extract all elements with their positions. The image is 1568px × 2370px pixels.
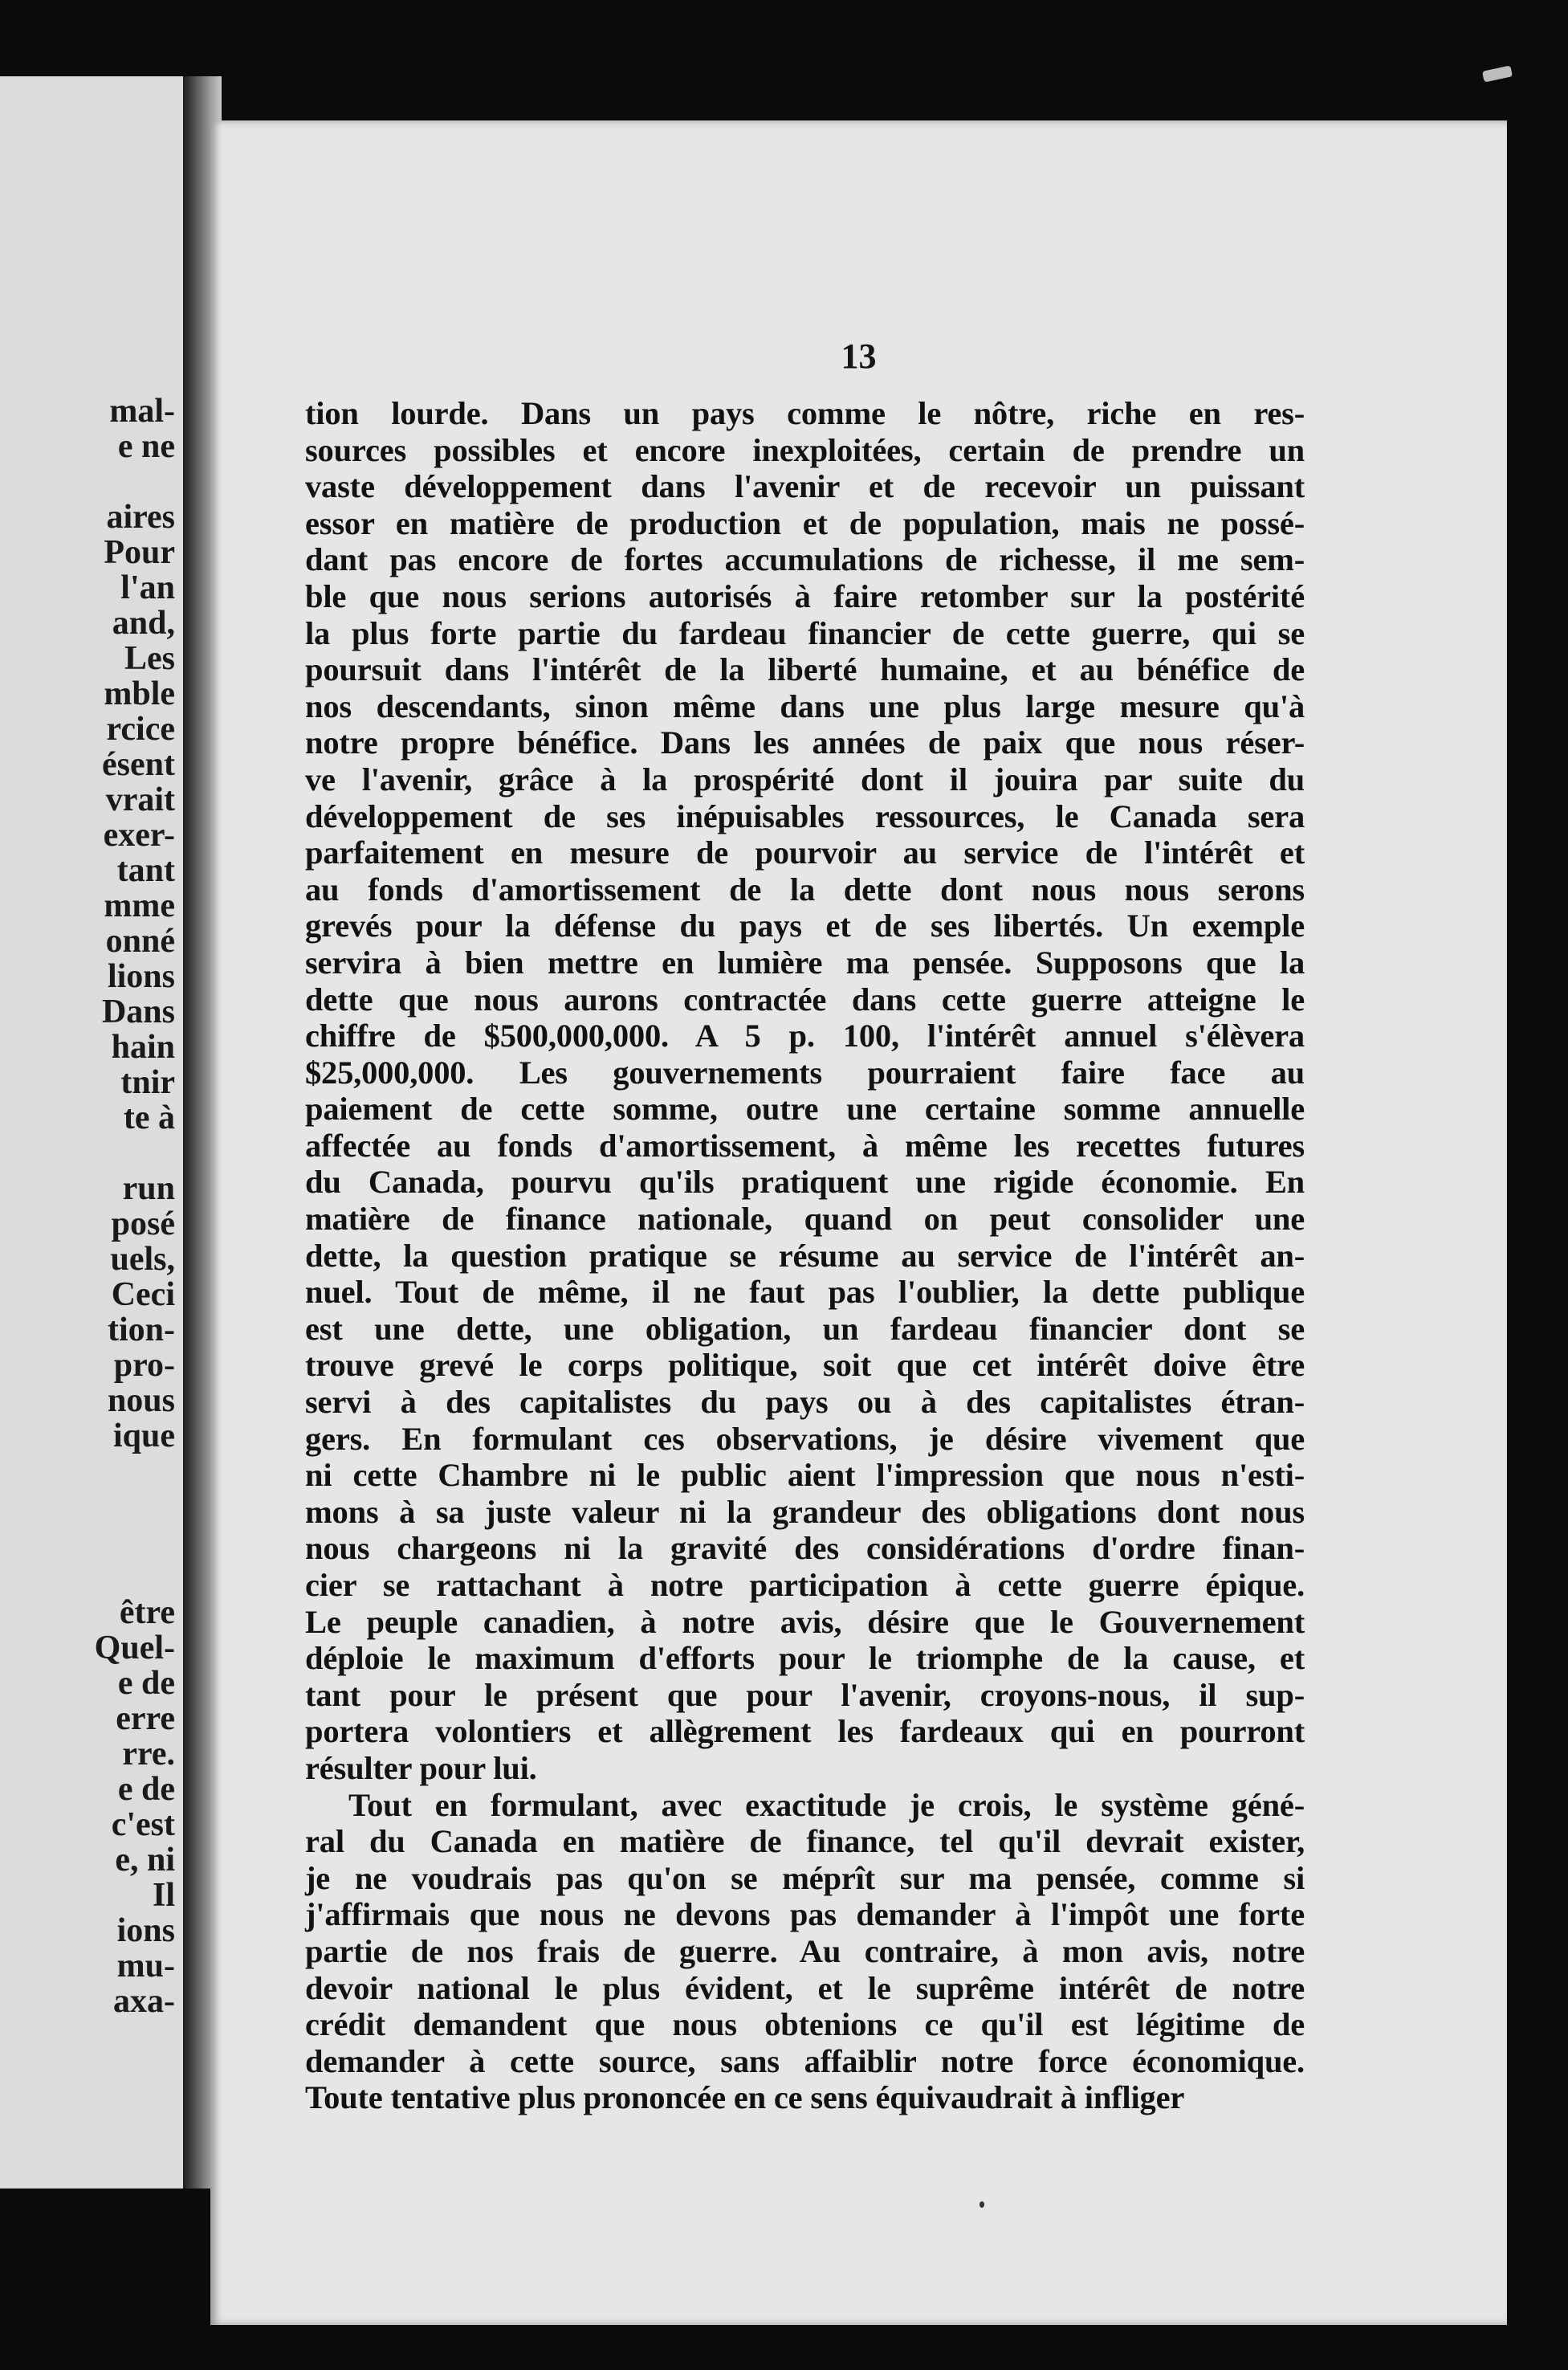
- left-page-fragment-line: lions: [107, 958, 175, 995]
- left-page-fragment-line: aires: [106, 499, 175, 536]
- text-line: ral du Canada en matière de finance, tel qu'il devrait exister,: [305, 1823, 1305, 1860]
- text-line: déploie le maximum d'efforts pour le triomphe de la cause, et: [305, 1640, 1305, 1677]
- text-line: Tout en formulant, avec exactitude je crois, le système géné-: [348, 1786, 1305, 1823]
- paragraph-2: [305, 1787, 1305, 2116]
- text-line: résulter pour lui.: [305, 1749, 537, 1786]
- text-line: Toute tentative plus prononcée en ce sens équivaudrait à infliger: [305, 2079, 1185, 2116]
- scan-artifact: [1482, 65, 1513, 82]
- text-line: nous chargeons ni la gravité des considérations d'ordre finan-: [305, 1530, 1305, 1567]
- text-line: cier se rattachant à notre participation à cette guerre épique.: [305, 1567, 1305, 1603]
- left-page-fragment-line: Dans: [101, 993, 175, 1030]
- left-page-fragment-line: e ne: [117, 428, 175, 465]
- text-line: partie de nos frais de guerre. Au contraire, à mon avis, notre: [305, 1932, 1305, 1969]
- left-page-fragment-line: onné: [105, 923, 175, 960]
- left-page-fragment-line: Ceci: [111, 1276, 175, 1313]
- scan-speck: [979, 2201, 984, 2208]
- text-line: affectée au fonds d'amortissement, à même les recettes futures: [305, 1127, 1305, 1164]
- text-line: notre propre bénéfice. Dans les années de paix que nous réser-: [305, 724, 1305, 761]
- text-line: sources possibles et encore inexploitées, certain de prendre un: [305, 431, 1305, 468]
- text-line: dette que nous aurons contractée dans cette guerre atteigne le: [305, 981, 1305, 1018]
- text-line: devoir national le plus évident, et le suprême intérêt de notre: [305, 1969, 1305, 2006]
- left-page-fragment-line: [95, 1489, 175, 1524]
- document-page: [210, 120, 1507, 2325]
- left-page-fragment-line: rre.: [122, 1736, 175, 1772]
- text-line: j'affirmais que nous ne devons pas demander à l'impôt une forte: [305, 1896, 1305, 1933]
- text-line: servira à bien mettre en lumière ma pensée. Supposons que la: [305, 944, 1305, 981]
- left-page-fragment-line: te à: [123, 1099, 175, 1136]
- left-page-fragment-line: l'an: [120, 569, 175, 606]
- text-line: Le peuple canadien, à notre avis, désire que le Gouvernement: [305, 1603, 1305, 1640]
- left-page-fragment-line: Pour: [104, 534, 175, 571]
- left-page-fragment-line: uels,: [110, 1241, 175, 1278]
- text-line: paiement de cette somme, outre une certaine somme annuelle: [305, 1091, 1305, 1128]
- left-page-fragment-line: être: [119, 1594, 175, 1631]
- text-line: dant pas encore de fortes accumulations de richesse, il me sem-: [305, 541, 1305, 578]
- left-page-fragment-line: mble: [104, 675, 175, 712]
- left-page-fragment-line: e de: [117, 1771, 175, 1808]
- left-page-fragment-line: posé: [111, 1205, 175, 1242]
- text-line: chiffre de $500,000,000. A 5 p. 100, l'intérêt annuel s'élèvera: [305, 1018, 1305, 1054]
- left-page-fragment-line: tant: [116, 852, 175, 889]
- left-page-fragment-line: Les: [124, 640, 175, 677]
- left-page-fragment-line: ions: [116, 1912, 175, 1949]
- text-line: trouve grevé le corps politique, soit que cet intérêt doive être: [305, 1347, 1305, 1384]
- left-page-fragment-line: ique: [112, 1418, 175, 1454]
- left-page-text: [95, 394, 175, 2019]
- text-line: la plus forte partie du fardeau financier de cette guerre, qui se: [305, 614, 1305, 651]
- text-line: ve l'avenir, grâce à la prospérité dont il jouira par suite du: [305, 761, 1305, 797]
- left-page-fragment-line: [95, 1560, 175, 1595]
- text-line: crédit demandent que nous obtenions ce qu'il est légitime de: [305, 2006, 1305, 2043]
- left-page-fragment-line: nous: [107, 1382, 175, 1419]
- text-line: je ne voudrais pas qu'on se méprît sur ma pensée, comme si: [305, 1859, 1305, 1896]
- left-page-fragment-line: e de: [117, 1665, 175, 1702]
- text-line: gers. En formulant ces observations, je désire vivement que: [305, 1420, 1305, 1457]
- left-page-fragment-line: mme: [104, 887, 175, 924]
- text-line: du Canada, pourvu qu'ils pratiquent une rigide économie. En: [305, 1164, 1305, 1201]
- left-page-fragment-line: and,: [112, 605, 175, 642]
- left-page-fragment-line: [95, 1454, 175, 1489]
- text-line: mons à sa juste valeur ni la grandeur des obligations dont nous: [305, 1493, 1305, 1530]
- text-line: vaste développement dans l'avenir et de recevoir un puissant: [305, 468, 1305, 505]
- text-line: parfaitement en mesure de pourvoir au service de l'intérêt et: [305, 834, 1305, 871]
- text-line: grevés pour la défense du pays et de ses libertés. Un exemple: [305, 908, 1305, 944]
- text-line: tant pour le présent que pour l'avenir, croyons-nous, il sup-: [305, 1676, 1305, 1713]
- left-page-fragment-line: [95, 464, 175, 500]
- page-body-text: [305, 395, 1305, 2116]
- left-page-fragment-line: c'est: [111, 1806, 175, 1843]
- left-page-fragment: [0, 76, 183, 2188]
- left-page-fragment-line: e, ni: [115, 1842, 175, 1878]
- left-page-fragment-line: rcice: [106, 711, 175, 748]
- left-page-fragment-line: ésent: [102, 746, 175, 783]
- left-page-fragment-line: tion-: [108, 1311, 175, 1348]
- text-line: servi à des capitalistes du pays ou à des capitalistes étran-: [305, 1384, 1305, 1421]
- text-line: est une dette, une obligation, un fardeau financier dont se: [305, 1310, 1305, 1347]
- left-page-fragment-line: Quel-: [94, 1630, 175, 1666]
- text-line: ni cette Chambre ni le public aient l'impression que nous n'esti-: [305, 1457, 1305, 1494]
- left-page-fragment-line: axa-: [113, 1983, 175, 2020]
- text-line: demander à cette source, sans affaiblir notre force économique.: [305, 2042, 1305, 2079]
- text-line: portera volontiers et allègrement les fardeaux qui en pourront: [305, 1713, 1305, 1750]
- text-line: matière de finance nationale, quand on peut consolider une: [305, 1201, 1305, 1238]
- left-page-fragment-line: hain: [111, 1029, 175, 1066]
- left-page-fragment-line: mal-: [109, 393, 175, 430]
- left-page-fragment-line: run: [122, 1170, 175, 1207]
- left-page-fragment-line: vrait: [105, 781, 175, 818]
- text-line: poursuit dans l'intérêt de la liberté humaine, et au bénéfice de: [305, 651, 1305, 688]
- left-page-fragment-line: tnir: [120, 1064, 175, 1101]
- text-line: essor en matière de production et de population, mais ne possé-: [305, 504, 1305, 541]
- text-line: nos descendants, sinon même dans une plus large mesure qu'à: [305, 687, 1305, 724]
- left-page-fragment-line: mu-: [116, 1948, 175, 1985]
- left-page-fragment-line: [95, 1524, 175, 1560]
- text-line: $25,000,000. Les gouvernements pourraient faire face au: [305, 1054, 1305, 1091]
- text-line: développement de ses inépuisables ressources, le Canada sera: [305, 797, 1305, 834]
- text-line: nuel. Tout de même, il ne faut pas l'oublier, la dette publique: [305, 1274, 1305, 1311]
- left-page-fragment-line: pro-: [113, 1347, 175, 1384]
- paragraph-1: [305, 395, 1305, 1787]
- text-line: dette, la question pratique se résume au service de l'intérêt an-: [305, 1237, 1305, 1274]
- left-page-fragment-line: Il: [152, 1877, 175, 1914]
- text-line: ble que nous serions autorisés à faire retomber sur la postérité: [305, 577, 1305, 614]
- page-number: 13: [841, 337, 877, 376]
- left-page-fragment-line: erre: [116, 1700, 175, 1737]
- text-line: au fonds d'amortissement de la dette dont nous nous serons: [305, 871, 1305, 908]
- text-line: tion lourde. Dans un pays comme le nôtre, riche en res-: [305, 395, 1305, 431]
- left-page-fragment-line: exer-: [103, 817, 175, 854]
- left-page-fragment-line: [95, 1136, 175, 1171]
